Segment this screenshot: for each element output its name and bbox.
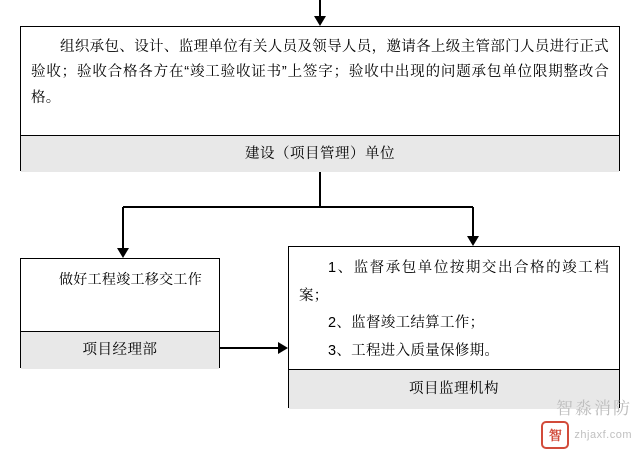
supervision-item-3: 3、工程进入质量保修期。: [328, 342, 500, 359]
watermark-domain: zhjaxf.com: [574, 429, 632, 441]
box-project-manager-dept-footer: 项目经理部: [21, 331, 219, 369]
box-project-manager-dept-body: 做好工程竣工移交工作: [59, 271, 202, 287]
box-project-manager-dept: [20, 258, 220, 368]
watermark-logo-icon: 智: [541, 421, 569, 449]
supervision-item-1: 1、监督承包单位按期交出合格的竣工档案；: [299, 260, 609, 304]
box-supervision-org-footer: 项目监理机构: [289, 369, 619, 409]
box-construction-unit-body: 组织承包、设计、监理单位有关人员及领导人员，邀请各上级主管部门人员进行正式验收；验收合格各方在“竣工验收证书”上签字；验收中出现的问题承包单位限期整改合格。: [31, 39, 609, 106]
box-construction-unit-footer: 建设（项目管理）单位: [21, 135, 619, 172]
supervision-item-2: 2、监督竣工结算工作；: [328, 315, 485, 332]
box-supervision-org-body: [289, 247, 619, 369]
box-supervision-org: [288, 246, 620, 408]
box-construction-unit: [20, 26, 620, 171]
watermark: [541, 394, 632, 449]
watermark-row: [541, 421, 632, 449]
watermark-text: 智淼消防: [556, 399, 632, 418]
